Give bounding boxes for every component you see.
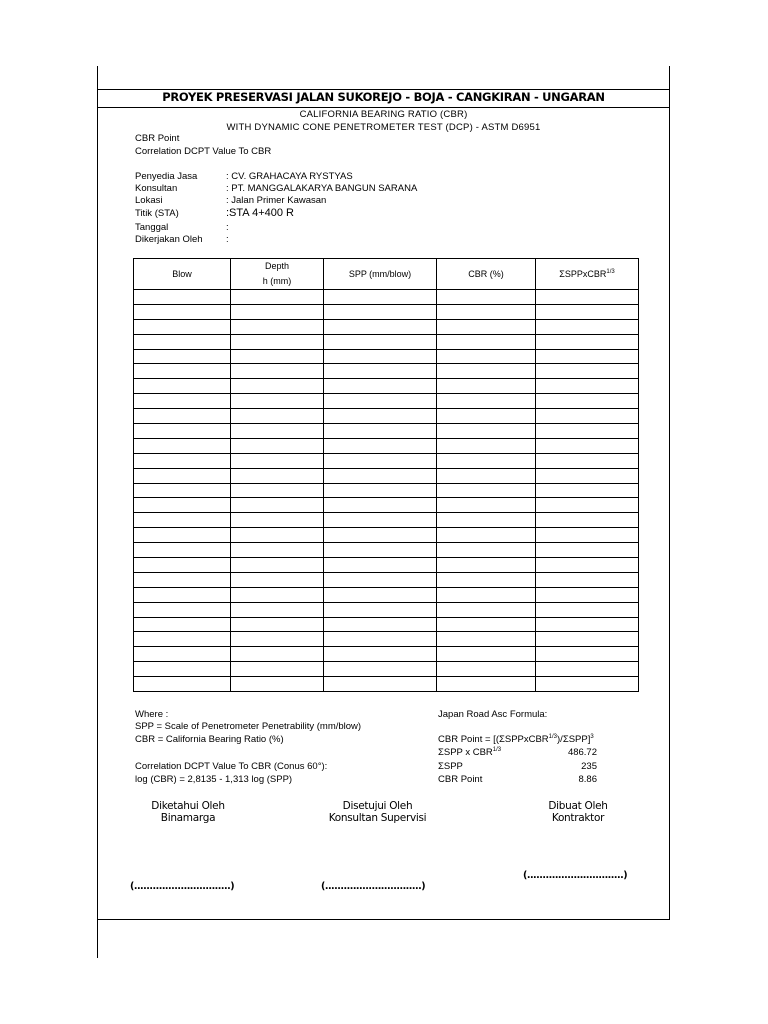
table-cell (134, 498, 231, 513)
info-value-penyedia: : CV. GRAHACAYA RYSTYAS (226, 171, 353, 182)
table-row (134, 662, 639, 677)
table-cell (437, 424, 536, 439)
table-cell (437, 587, 536, 602)
table-cell (134, 290, 231, 305)
table-cell (536, 572, 639, 587)
table-cell (134, 424, 231, 439)
japan-cbr-point-formula: CBR Point = [(ΣSPPxCBR$^{1/3}$)/ΣSPP]$^3$ (438, 734, 594, 745)
table-cell (231, 453, 324, 468)
table-cell (437, 498, 536, 513)
table-cell (536, 662, 639, 677)
table-cell (536, 587, 639, 602)
table-row (134, 334, 639, 349)
table-row (134, 632, 639, 647)
table-row (134, 513, 639, 528)
table-cell (231, 498, 324, 513)
table-cell (231, 647, 324, 662)
japan-formula-title: Japan Road Asc Formula: (438, 709, 548, 720)
table-cell (134, 379, 231, 394)
form-bottom-line (97, 919, 670, 920)
table-cell (536, 364, 639, 379)
table-cell (437, 453, 536, 468)
intro-cbr-point: CBR Point (135, 133, 180, 144)
info-label-titik: Titik (STA) (135, 208, 179, 219)
table-cell (437, 617, 536, 632)
japan-sum-value: 486.72 (567, 747, 597, 758)
table-row (134, 558, 639, 573)
table-cell (536, 513, 639, 528)
table-cell (324, 602, 437, 617)
table-cell (134, 438, 231, 453)
table-cell (134, 409, 231, 424)
table-cell (231, 677, 324, 692)
header-depth: Depth h (mm) (231, 259, 324, 290)
table-cell (231, 468, 324, 483)
table-cell (231, 290, 324, 305)
table-cell (231, 483, 324, 498)
table-cell (231, 304, 324, 319)
table-cell (536, 528, 639, 543)
info-value-dikerjakan: : (226, 234, 229, 245)
info-label-penyedia: Penyedia Jasa (135, 171, 198, 182)
table-cell (437, 304, 536, 319)
table-cell (324, 647, 437, 662)
table-cell (134, 662, 231, 677)
table-cell (134, 349, 231, 364)
japan-point-label: CBR Point (438, 774, 483, 785)
table-cell (324, 587, 437, 602)
table-cell (134, 617, 231, 632)
table-cell (231, 319, 324, 334)
table-cell (324, 483, 437, 498)
table-cell (231, 513, 324, 528)
dcp-data-table (133, 258, 639, 692)
table-cell (324, 498, 437, 513)
table-cell (437, 394, 536, 409)
table-cell (536, 394, 639, 409)
table-cell (536, 319, 639, 334)
table-row (134, 424, 639, 439)
table-cell (437, 513, 536, 528)
info-label-dikerjakan: Dikerjakan Oleh (135, 234, 203, 245)
table-cell (437, 364, 536, 379)
table-cell (437, 334, 536, 349)
table-cell (324, 364, 437, 379)
table-cell (134, 558, 231, 573)
table-cell (536, 617, 639, 632)
table-row (134, 319, 639, 334)
info-label-tanggal: Tanggal (135, 222, 169, 233)
table-cell (437, 572, 536, 587)
table-row (134, 304, 639, 319)
table-row (134, 468, 639, 483)
notes-formula: log (CBR) = 2,8135 - 1,313 log (SPP) (135, 774, 293, 785)
table-cell (536, 647, 639, 662)
table-cell (437, 349, 536, 364)
table-cell (324, 453, 437, 468)
table-cell (324, 290, 437, 305)
japan-sum-label: ΣSPP x $CBR^{1/3}$ (438, 747, 502, 758)
intro-correlation: Correlation DCPT Value To CBR (135, 146, 272, 157)
table-cell (324, 334, 437, 349)
table-cell (134, 677, 231, 692)
table-cell (437, 319, 536, 334)
table-cell (437, 632, 536, 647)
table-cell (324, 558, 437, 573)
table-row (134, 647, 639, 662)
table-cell (231, 543, 324, 558)
table-row (134, 290, 639, 305)
table-cell (536, 632, 639, 647)
japan-spp-value: 235 (581, 761, 597, 772)
table-cell (536, 602, 639, 617)
table-cell (134, 632, 231, 647)
table-cell (324, 617, 437, 632)
table-row (134, 617, 639, 632)
table-cell (324, 424, 437, 439)
table-cell (536, 334, 639, 349)
table-row (134, 572, 639, 587)
table-cell (231, 572, 324, 587)
signature-kontraktor-title: Dibuat Oleh Kontraktor (548, 800, 608, 824)
table-row (134, 483, 639, 498)
table-body (134, 290, 639, 692)
info-value-tanggal: : (226, 222, 229, 233)
table-cell (536, 453, 639, 468)
table-cell (324, 632, 437, 647)
subtitle-cbr: CALIFORNIA BEARING RATIO (CBR) (299, 109, 468, 120)
table-cell (437, 409, 536, 424)
table-row (134, 587, 639, 602)
table-cell (134, 319, 231, 334)
header-blow: Blow (134, 259, 231, 290)
header-spp: SPP (mm/blow) (324, 259, 437, 290)
left-page-border (97, 66, 98, 958)
right-page-border (669, 66, 670, 920)
header-divider-line (97, 107, 670, 108)
table-row (134, 543, 639, 558)
table-cell (134, 602, 231, 617)
table-cell (231, 394, 324, 409)
table-cell (231, 438, 324, 453)
table-cell (536, 483, 639, 498)
table-row (134, 438, 639, 453)
table-cell (536, 498, 639, 513)
table-cell (437, 290, 536, 305)
table-cell (231, 587, 324, 602)
table-row (134, 409, 639, 424)
table-cell (324, 572, 437, 587)
table-row (134, 453, 639, 468)
table-cell (536, 409, 639, 424)
table-cell (324, 438, 437, 453)
table-cell (324, 528, 437, 543)
table-cell (134, 483, 231, 498)
table-cell (536, 558, 639, 573)
table-cell (231, 349, 324, 364)
table-cell (437, 528, 536, 543)
table-cell (536, 290, 639, 305)
table-cell (536, 379, 639, 394)
table-cell (437, 602, 536, 617)
table-cell (231, 617, 324, 632)
table-row (134, 677, 639, 692)
japan-point-value: 8.86 (578, 774, 597, 785)
table-cell (324, 662, 437, 677)
table-cell (324, 513, 437, 528)
table-cell (134, 587, 231, 602)
table-cell (536, 438, 639, 453)
table-cell (437, 438, 536, 453)
table-cell (324, 304, 437, 319)
table-row (134, 394, 639, 409)
table-cell (324, 349, 437, 364)
table-cell (231, 364, 324, 379)
table-cell (324, 543, 437, 558)
table-header-row (134, 259, 639, 290)
table-cell (134, 304, 231, 319)
table-cell (324, 319, 437, 334)
table-cell (536, 424, 639, 439)
table-cell (231, 424, 324, 439)
table-row (134, 379, 639, 394)
table-cell (231, 409, 324, 424)
signature-line-konsultan: (...............................) (321, 881, 426, 892)
table-cell (324, 409, 437, 424)
table-cell (134, 528, 231, 543)
table-cell (134, 572, 231, 587)
table-cell (437, 468, 536, 483)
table-cell (437, 647, 536, 662)
signature-konsultan-title: Disetujui Oleh Konsultan Supervisi (328, 800, 427, 824)
table-cell (324, 677, 437, 692)
table-cell (536, 304, 639, 319)
table-cell (134, 334, 231, 349)
signature-binamarga-title: Diketahui Oleh Binamarga (151, 800, 225, 824)
table-cell (134, 394, 231, 409)
table-cell (134, 364, 231, 379)
table-cell (324, 468, 437, 483)
table-cell (231, 379, 324, 394)
project-title: PROYEK PRESERVASI JALAN SUKOREJO - BOJA - CANGKIRAN - UNGARAN (162, 90, 605, 104)
info-label-konsultan: Konsultan (135, 183, 178, 194)
table-cell (134, 647, 231, 662)
notes-correlation: Correlation DCPT Value To CBR (Conus 60°): (135, 761, 328, 772)
subtitle-dcp: WITH DYNAMIC CONE PENETROMETER TEST (DCP) - ASTM D6951 (226, 122, 541, 133)
table-cell (231, 632, 324, 647)
info-value-konsultan: : PT. MANGGALAKARYA BANGUN SARANA (226, 183, 418, 194)
table-cell (437, 558, 536, 573)
table-cell (134, 468, 231, 483)
table-cell (324, 379, 437, 394)
table-cell (134, 513, 231, 528)
table-cell (231, 334, 324, 349)
header-cbr: CBR (%) (437, 259, 536, 290)
table-row (134, 364, 639, 379)
table-cell (437, 662, 536, 677)
table-row (134, 602, 639, 617)
info-label-lokasi: Lokasi (135, 195, 163, 206)
table-cell (231, 602, 324, 617)
table-cell (437, 543, 536, 558)
table-cell (437, 483, 536, 498)
info-value-lokasi: : Jalan Primer Kawasan (226, 195, 327, 206)
table-row (134, 528, 639, 543)
table-cell (437, 677, 536, 692)
table-cell (134, 453, 231, 468)
notes-spp-definition: SPP = Scale of Penetrometer Penetrability (mm/blow) (135, 721, 362, 732)
header-sum-spp-cbr: ΣSPPxCBR$^{1/3}$ (536, 259, 639, 290)
table-cell (324, 394, 437, 409)
table-cell (231, 662, 324, 677)
signature-line-binamarga: (...............................) (130, 881, 235, 892)
table-cell (231, 558, 324, 573)
japan-spp-label: ΣSPP (438, 761, 463, 772)
table-cell (134, 543, 231, 558)
notes-cbr-definition: CBR = California Bearing Ratio (%) (135, 734, 284, 745)
info-value-titik: :STA 4+400 R (226, 207, 294, 219)
table-row (134, 498, 639, 513)
table-cell (536, 468, 639, 483)
notes-where: Where : (135, 709, 169, 720)
table-cell (536, 543, 639, 558)
table-cell (536, 677, 639, 692)
table-cell (536, 349, 639, 364)
signature-line-kontraktor: (...............................) (523, 870, 628, 881)
table-cell (231, 528, 324, 543)
table-cell (437, 379, 536, 394)
table-row (134, 349, 639, 364)
